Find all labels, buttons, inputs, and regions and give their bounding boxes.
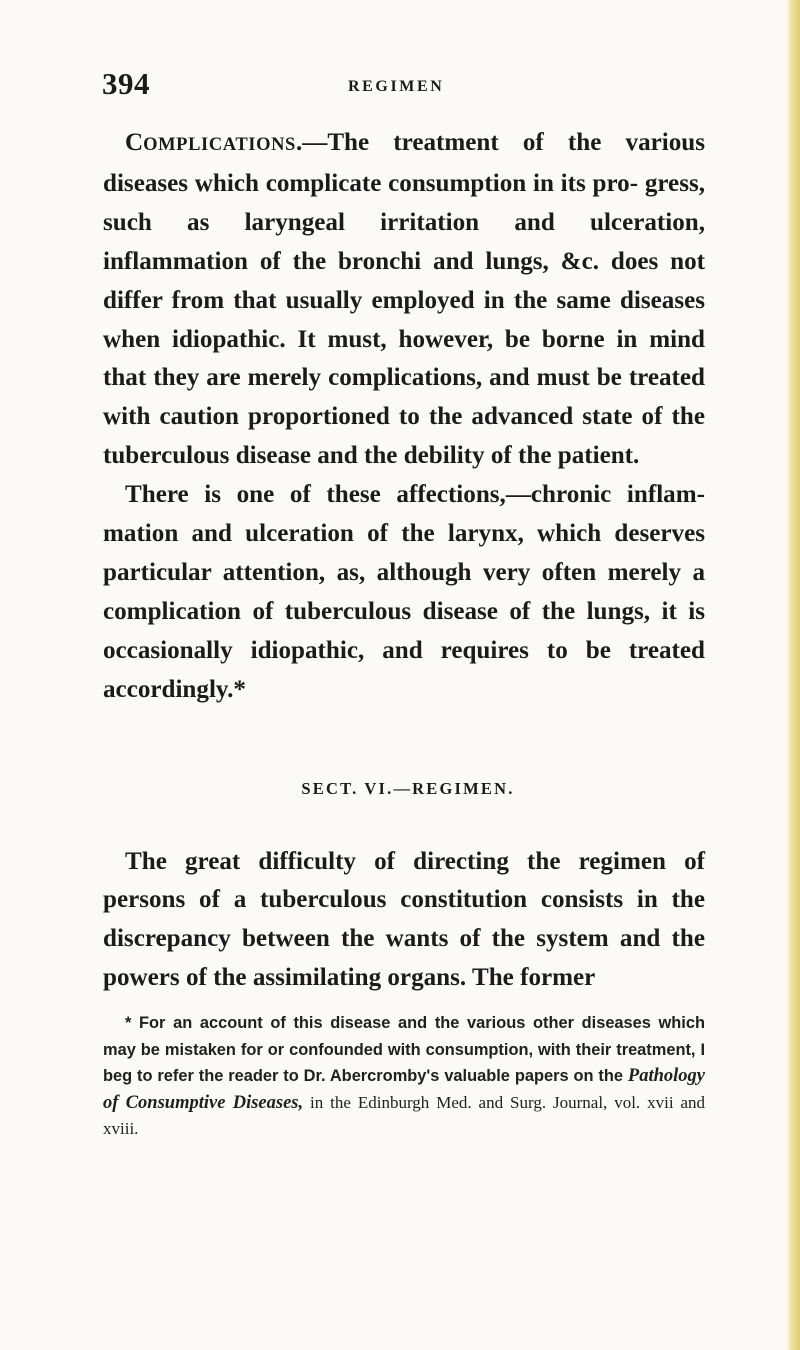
footnote <box>103 1010 705 1143</box>
running-head <box>103 66 705 110</box>
larynx-paragraph: There is one of these affections,—chronic inflam- mation and ulceration of the larynx, which deserves particular attention, as, although very often merely a complication of tuberculous disease of the lungs, it is occasionally idiopathic, and requires to be treated accordingly.* <box>103 481 705 703</box>
complications-lead-smallcaps: OMPLICATIONS <box>143 135 296 155</box>
complications-text: .—The treatment of the various diseases which complicate consumption in its pro- gress, such as laryngeal irritation and ulceration, inflammation of the bronchi and lungs, &c. does not differ from that usually employed in the same diseases when idiopathic. It must, however, be borne in mind that they are merely complications, and must be treated with caution proportioned to the advanced state of the tuberculous disease and the debility of the patient. <box>103 129 705 470</box>
footnote-cited-title: Pathology of Consumptive Diseases, <box>103 1066 705 1113</box>
complications-lead-initial: C <box>125 129 144 156</box>
page-edge-discoloration <box>786 0 800 1350</box>
footnote-text-end: in the Edinburgh Med. and Surg. Journal, vol. xvii and xviii. <box>103 1092 706 1139</box>
section-heading: SECT. VI.—REGIMEN. <box>301 778 515 798</box>
running-title: REGIMEN <box>348 78 445 95</box>
body-text <box>103 124 705 998</box>
footnote-text-start: * For an account of this disease and the various other diseases which may be mistaken for or confounded with consumption, with their treatment, I beg to refer the reader to Dr. Abercromby's valuable papers on the <box>103 1014 705 1086</box>
regimen-paragraph: The great difficulty of directing the regimen of persons of a tuberculous constitution consists in the discrepancy between the wants of the system and the powers of the assimilating organs. The former <box>103 847 705 992</box>
book-page <box>103 66 705 1143</box>
page-number: 394 <box>102 66 150 101</box>
complications-paragraph <box>103 124 705 476</box>
